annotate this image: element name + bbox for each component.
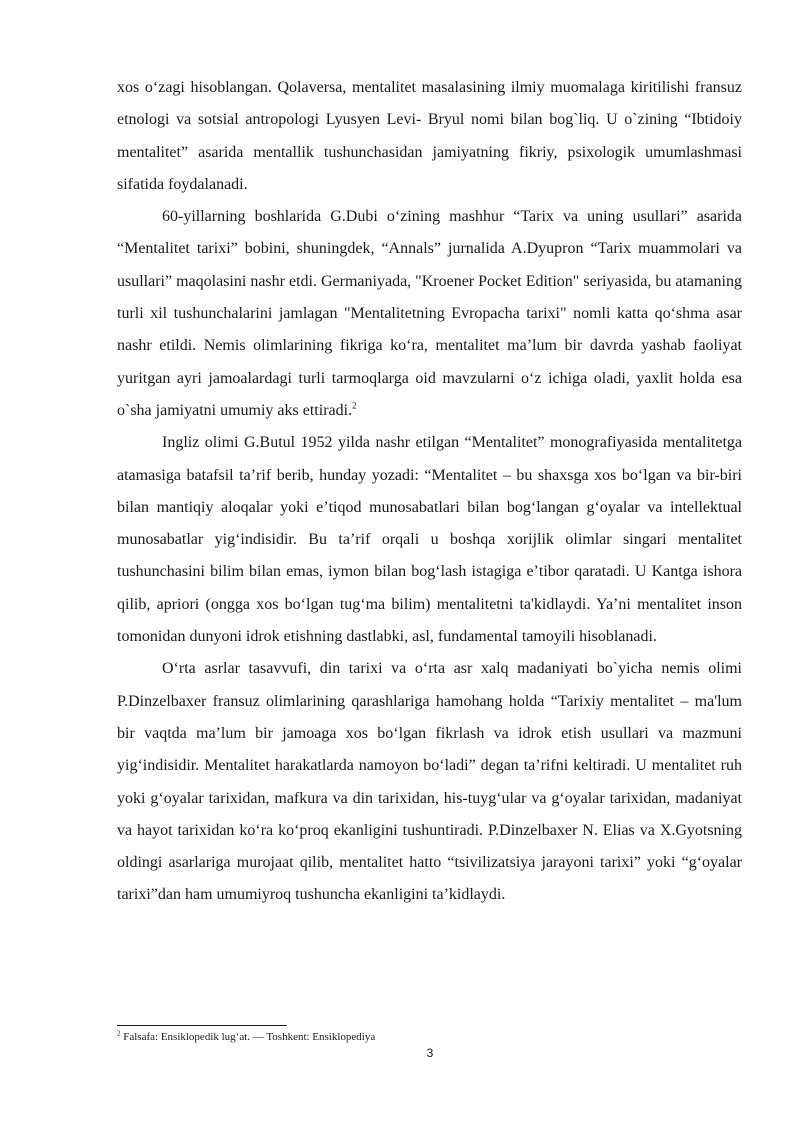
footnote-separator xyxy=(117,1025,287,1026)
document-body xyxy=(117,72,742,912)
page-number: 3 xyxy=(426,1046,434,1060)
paragraph-3-text: Ingliz olimi G.Butul 1952 yilda nashr etilgan “Mentalitet” monografiyasida mentalitetga atamasiga batafsil taʼrif berib, hunday yozadi: “Mentalitet – bu shaxsga xos boʻlgan va bir-biri bilan mantiqiy aloqalar yoki eʼtiqod munosabatlari bilan bogʻlangan gʻoyalar va intellektual munosabatlar yigʻindisidir. Bu taʼrif orqali u boshqa xorijlik olimlar singari mentalitet tushunchasini bilim bilan emas, iymon bilan bogʻlash istagiga eʼtibor qaratadi. U Kantga ishora qilib, apriori (ongga xos boʻlgan tugʻma bilim) mentalitetni ta'kidlaydi. Yaʼni mentalitet inson tomonidan dunyoni idrok etishning dastlabki, asl, fundamental tamoyili hisoblanadi. xyxy=(117,434,742,646)
paragraph-2 xyxy=(117,201,742,427)
paragraph-4-text: Oʻrta asrlar tasavvufi, din tarixi va oʻrta asr xalq madaniyati bo`yicha nemis olimi P.Dinzelbaxer fransuz olimlarining qarashlariga hamohang holda “Tarixiy mentalitet – ma'lum bir vaqtda maʼlum bir jamoaga xos boʻlgan fikrlash va idrok etish usullari va mazmuni yigʻindisidir. Mentalitet harakatlarda namoyon boʻladi” degan taʼrifni keltiradi. U mentalitet ruh yoki gʻoyalar tarixidan, mafkura va din tarixidan, his-tuygʻular va gʻoyalar tarixidan, madaniyat va hayot tarixidan koʻra koʻproq ekanligini tushuntiradi. P.Dinzelbaxer N. Elias va X.Gyotsning oldingi asarlariga murojaat qilib, mentalitet hatto “tsivilizatsiya jarayoni tarixi” yoki “gʻoyalar tarixi”dan ham umumiyroq tushuncha ekanligini taʼkidlaydi. xyxy=(117,660,742,904)
footnote-text: Falsafa: Ensiklopedik lugʻat. — Toshkent: Ensiklopediya xyxy=(120,1031,376,1043)
footnote-mark: 2 xyxy=(117,1029,121,1038)
footnote xyxy=(117,1030,742,1044)
paragraph-4 xyxy=(117,653,742,911)
paragraph-1-text: xos oʻzagi hisoblangan. Qolaversa, mentalitet masalasining ilmiy muomalaga kiritilishi fransuz etnologi va sotsial antropologi Lyusyen Levi- Bryul nomi bilan bog`liq. U o`zining “Ibtidoiy mentalitet” asarida mentallik tushunchasidan jamiyatning fikriy, psixologik umumlashmasi sifatida foydalanadi. xyxy=(117,79,742,193)
footnote-reference[interactable]: 2 xyxy=(352,400,357,411)
paragraph-2-text: 60-yillarning boshlarida G.Dubi oʻzining mashhur “Tarix va uning usullari” asarida “Mentalitet tarixi” bobini, shuningdek, “Annals” jurnalida A.Dyupron “Tarix muammolari va usullari” maqolasini nashr etdi. Germaniyada, "Kroener Pocket Edition" seriyasida, bu atamaning turli xil tushunchalarini jamlagan "Mentalitetning Evropacha tarixi" nomli katta qoʻshma asar nashr etildi. Nemis olimlarining fikriga koʻra, mentalitet maʼlum bir davrda yashab faoliyat yuritgan ayri jamoalardagi turli tarmoqlarga oid mavzularni oʻz ichiga oladi, yaxlit holda esa o`sha jamiyatni umumiy aks ettiradi. xyxy=(117,208,742,419)
paragraph-3 xyxy=(117,427,742,653)
paragraph-1 xyxy=(117,72,742,201)
